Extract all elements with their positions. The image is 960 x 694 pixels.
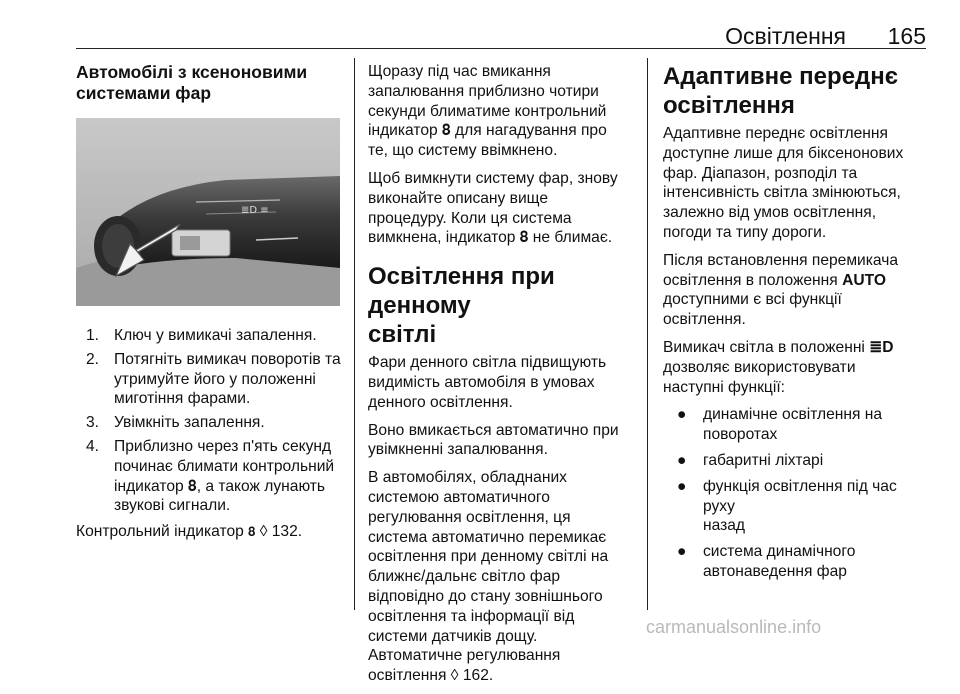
page-header: [76, 0, 926, 49]
functions-list: [663, 405, 931, 581]
paragraph: Воно вмикається автоматично при увімкненні запалювання.: [368, 421, 619, 459]
paragraph: Адаптивне переднє освітлення доступне лише для біксенонових фар. Діапазон, розподіл та інтенсивність світла змінюються, залежно від умов освітлення, погоди та типу дороги.: [663, 125, 904, 241]
paragraph: Щоб вимкнути систему фар, знову виконайте описану вище процедуру. Коли ця система вимкнена, індикатор 𝟖 не блимає.: [368, 169, 618, 247]
xenon-heading: Автомобілі з ксеноновими системами фар: [76, 62, 308, 103]
step-item: 1. Ключ у вимикачі запалення.: [86, 327, 317, 344]
list-item: ● габаритні ліхтарі: [677, 451, 824, 469]
page-ref-arrow-icon: ◊: [259, 523, 268, 541]
list-item: ● система динамічного автонаведення фар: [677, 543, 856, 580]
stalk-switch-photo: [76, 118, 340, 306]
steps-list: [76, 326, 342, 516]
step-item: 4. Приблизно через п'ять секунд починає блимати контрольний індикатор 𝟖, а також лунають звукові сигнали.: [86, 437, 335, 515]
column-divider-2: [647, 58, 648, 610]
column-2: [368, 62, 640, 694]
paragraph: Вимикач світла в положенні ≣D дозволяє використовувати наступні функції:: [663, 338, 894, 396]
paragraph: Після встановлення перемикача освітлення в положення AUTO доступними є всі функції освітлення.: [663, 251, 899, 329]
low-beam-icon: ≣D: [869, 338, 894, 356]
step-item: 3. Увімкніть запалення.: [86, 414, 265, 432]
page-number: 165: [887, 23, 926, 49]
paragraph: Фари денного світла підвищують видимість автомобіля в умовах денного освітлення.: [368, 354, 607, 411]
column-1: [76, 62, 342, 551]
page-section-title: Освітлення: [725, 23, 846, 49]
list-item: ● функція освітлення під час руху назад: [677, 477, 897, 535]
page-ref-arrow-icon: ◊: [450, 667, 459, 685]
bullet-icon: ●: [677, 451, 687, 469]
adaptive-lighting-heading: Адаптивне переднє освітлення: [663, 63, 899, 119]
watermark-text: carmanualsonline.info: [646, 617, 822, 637]
auto-mode-label: AUTO: [842, 271, 886, 289]
bullet-icon: ●: [677, 477, 687, 495]
paragraph: Щоразу під час вмикання запалювання приблизно чотири секунди блиматиме контрольний індикатор 𝟖 для нагадування про те, що систему ввімкнено.: [368, 63, 607, 160]
indicator-icon: 𝟖: [248, 525, 256, 541]
step-item: 2. Потягніть вимикач поворотів та утримуйте його у положенні миготіння фарами.: [86, 350, 341, 408]
indicator-reference: Контрольний індикатор 𝟖 ◊ 132.: [76, 523, 303, 541]
bullet-icon: ●: [677, 406, 687, 424]
bullet-icon: ●: [677, 543, 687, 561]
paragraph: В автомобілях, обладнаних системою автоматичного регулювання освітлення, ця система автоматично перемикає освітлення при денному світлі на ближнє/дальнє світло фар відповідно до стану зовнішнього освітлення та інформації від системи датчиків дощу.: [368, 469, 609, 645]
list-item: ● динамічне освітлення на поворотах: [677, 406, 883, 444]
column-divider-1: [354, 58, 355, 610]
daytime-lights-heading: Освітлення при денному світлі: [368, 263, 555, 349]
svg-text:≣D ≡: ≣D ≡: [241, 205, 269, 216]
stalk-illustration: [76, 118, 340, 306]
auto-light-reference: Автоматичне регулювання освітлення ◊ 162.: [368, 647, 561, 685]
column-3: [663, 62, 931, 588]
